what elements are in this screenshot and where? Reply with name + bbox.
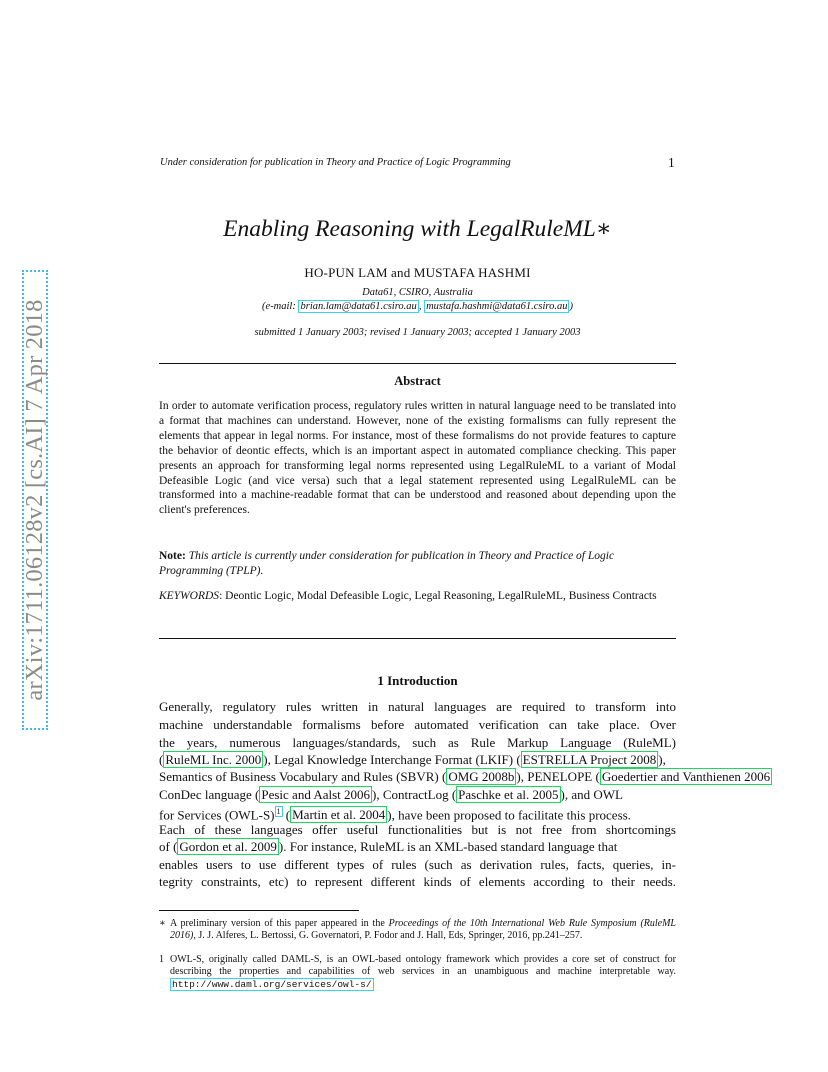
text: ), ContractLog ( <box>372 787 457 802</box>
bottom-rule <box>159 638 676 639</box>
text: Proceedings of the 10th International Web Rule Symposium (RuleML 2016) <box>170 918 676 942</box>
email-line <box>159 301 676 312</box>
keywords <box>159 589 676 604</box>
arxiv-stamp[interactable] <box>22 270 48 730</box>
citation-link[interactable]: Goedertier and Vanthienen 2006 <box>601 769 771 784</box>
text: A preliminary version of this paper appeared in the <box>170 918 389 929</box>
body-line <box>159 838 617 855</box>
note-label: Note: <box>159 550 186 562</box>
abstract-body: In order to automate verification process, regulatory rules written in natural language need to be translated into a format that machines can understand. However, none of the existing formalisms can fully represent the elements that appear in legal norms. For instance, most of these formalisms do not provide features to capture the behavior of deontic effects, which is an important aspect in automated compliance checking. This paper presents an approach for transforming legal norms represented using LegalRuleML to a variant of Modal Defeasible Logic (and vice versa) such that a legal statement represented using LegalRuleML can be transformed into a machine-readable format that can be understood and reasoned about depending upon the client's preferences. <box>159 400 676 517</box>
text: ), PENELOPE ( <box>516 769 600 784</box>
text: for Services (OWL-S) <box>159 807 275 823</box>
citation-link[interactable]: Martin et al. 2004 <box>292 807 386 823</box>
note-text: This article is currently under consideration for publication in Theory and Practice of Logic Programming (TPLP). <box>159 550 615 577</box>
email-suffix: ) <box>569 301 573 312</box>
footnote-rule <box>159 910 359 911</box>
text: ), have been proposed to facilitate this process. <box>387 807 631 823</box>
citation-link[interactable]: OMG 2008b <box>448 769 515 784</box>
arxiv-stamp-text: arXiv:1711.06128v2 [cs.AI] 7 Apr 2018 <box>21 299 48 701</box>
body-line <box>159 751 666 768</box>
text: ConDec language ( <box>159 787 260 802</box>
body-line: tegrity constraints, etc) to represent different kinds of elements according to their needs. <box>159 874 676 889</box>
authors: HO-PUN LAM and MUSTAFA HASHMI <box>304 265 531 280</box>
footnote-mark: 1 <box>159 954 164 965</box>
text: OWL-S, originally called DAML-S, is an OWL-based ontology framework which provides a core set of construct for describing the properties and capabilities of web services in an unambiguous and machine interpretable way. <box>170 954 676 978</box>
section-heading: 1 Introduction <box>377 673 458 688</box>
keywords-text: : Deontic Logic, Modal Defeasible Logic, Legal Reasoning, LegalRuleML, Business Contracts <box>219 590 657 602</box>
text: Semantics of Business Vocabulary and Rules (SBVR) ( <box>159 769 447 784</box>
text: ( <box>282 807 291 823</box>
citation-link[interactable]: RuleML Inc. 2000 <box>165 752 262 767</box>
affiliation: Data61, CSIRO, Australia <box>362 287 473 298</box>
footnote-url-link[interactable]: http://www.daml.org/services/owl-s/ <box>172 978 372 990</box>
email-link-lam[interactable]: brian.lam@data61.csiro.au <box>300 301 417 312</box>
body-line: enables users to use different types of rules (such as derivation rules, facts, queries, in- <box>159 857 676 872</box>
citation-link[interactable]: Paschke et al. 2005 <box>458 787 559 802</box>
page-number: 1 <box>668 155 675 170</box>
running-head: Under consideration for publication in Theory and Practice of Logic Programming <box>160 157 511 168</box>
text: ( <box>159 752 164 767</box>
keywords-label: KEYWORDS <box>159 590 220 602</box>
text: ), Legal Knowledge Interchange Format (LKIF) ( <box>263 752 521 767</box>
top-rule <box>159 363 676 364</box>
body-line <box>159 786 623 803</box>
footnote-mark: ∗ <box>159 918 166 929</box>
text: of ( <box>159 839 178 854</box>
text: ), and OWL <box>560 787 623 802</box>
footnote-2 <box>170 954 676 991</box>
citation-link[interactable]: Gordon et al. 2009 <box>179 839 277 854</box>
abstract-heading: Abstract <box>394 374 441 388</box>
footnote-1 <box>170 918 676 943</box>
body-line: machine understandable formalisms before automated verification can take place. Over <box>159 717 676 732</box>
text: ). For instance, RuleML is an XML-based standard language that <box>278 839 618 854</box>
text: , J. J. Alferes, L. Bertossi, G. Governatori, P. Fodor and J. Hall, Eds, Springer, 2016, pp.241–257. <box>193 930 583 942</box>
submission-dates: submitted 1 January 2003; revised 1 January 2003; accepted 1 January 2003 <box>254 327 581 338</box>
email-link-hashmi[interactable]: mustafa.hashmi@data61.csiro.au <box>426 301 568 312</box>
paper-title: Enabling Reasoning with LegalRuleML∗ <box>223 216 612 242</box>
body-line: Each of these languages offer useful functionalities but is not free from shortcomings <box>159 822 676 837</box>
note <box>159 549 676 579</box>
citation-link[interactable]: ESTRELLA Project 2008 <box>522 752 657 767</box>
email-separator: , <box>418 301 425 312</box>
citation-link[interactable]: Pesic and Aalst 2006 <box>261 787 371 802</box>
body-line: the years, numerous languages/standards, such as Rule Markup Language (RuleML) <box>159 735 676 750</box>
footnote-ref[interactable]: 1 <box>276 807 281 816</box>
body-line <box>159 768 828 785</box>
body-line: Generally, regulatory rules written in natural languages are required to transform into <box>159 699 676 714</box>
text: ), <box>658 752 666 767</box>
email-prefix: (e-mail: <box>262 301 299 312</box>
